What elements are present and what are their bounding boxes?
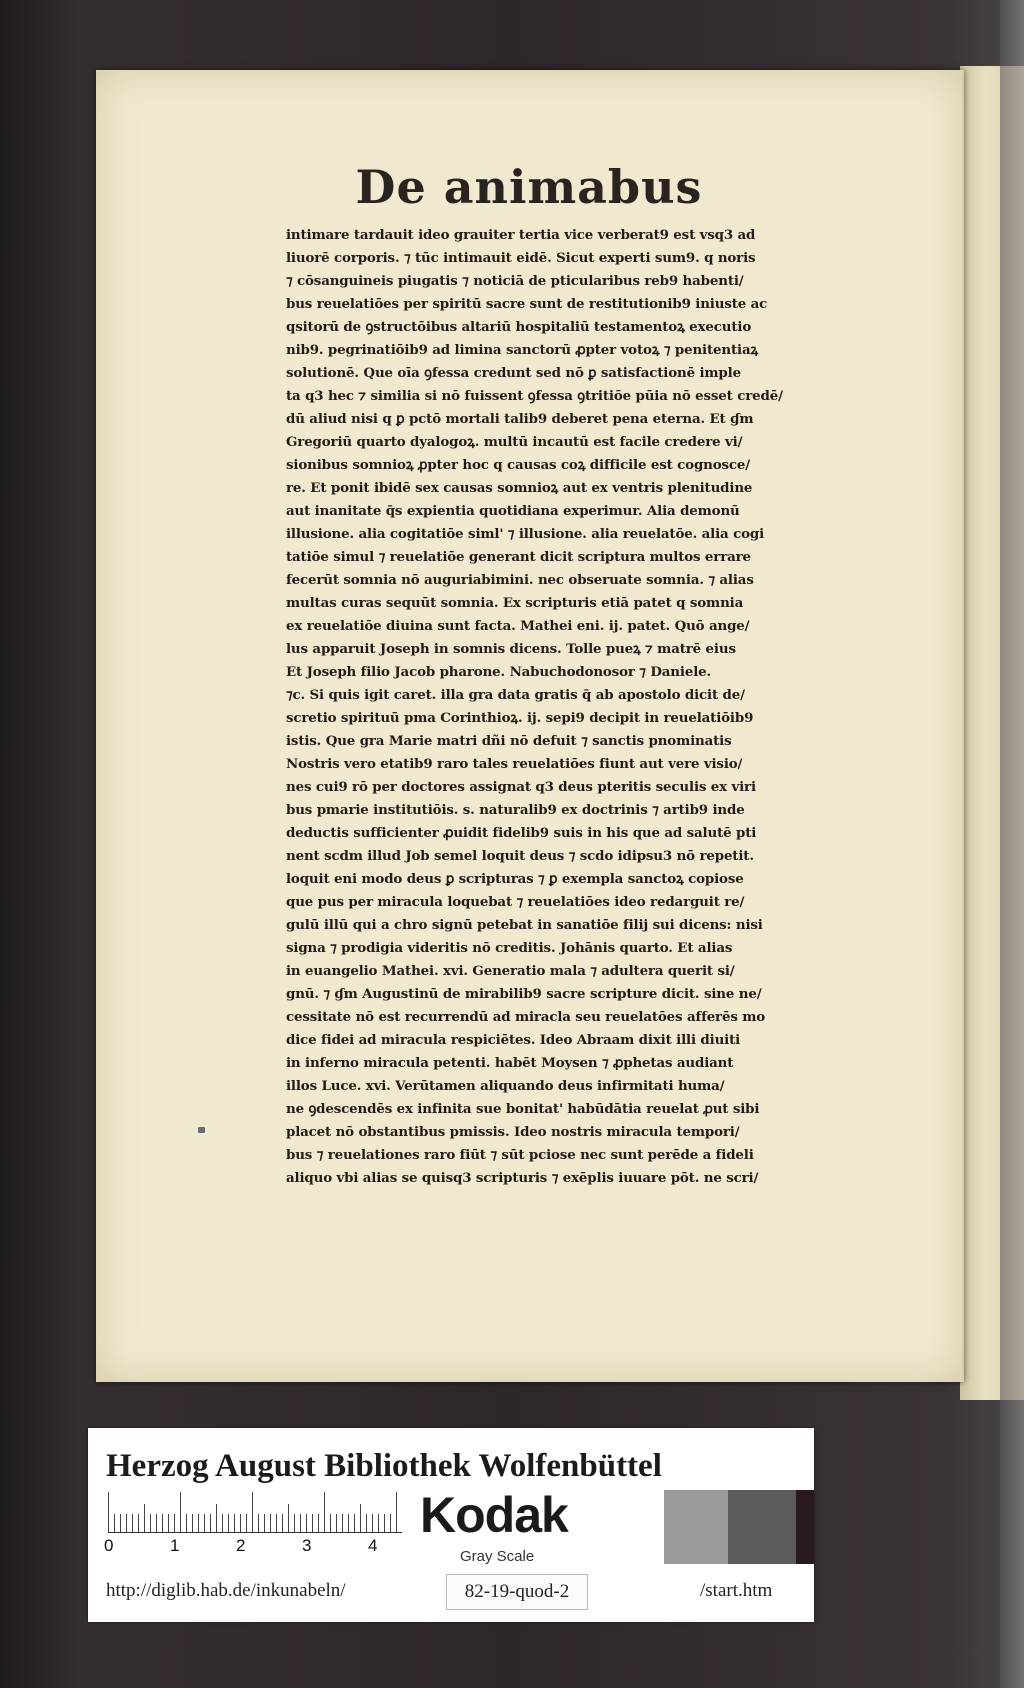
gray-swatch-light [664, 1490, 728, 1564]
text-line: cessitate nō est recurrendū ad miracla seu reuelatōes afferēs mo [286, 1009, 766, 1025]
text-line: nes cui9 rō per doctores assignat q3 deus pteritis seculis ex viri [286, 779, 756, 795]
ruler-tick [192, 1514, 193, 1532]
text-line: istis. Que gra Marie matri dñi nō defuit ⁊ sanctis pnominatis [286, 733, 732, 749]
ruler-tick [378, 1514, 379, 1532]
ruler-tick [150, 1514, 151, 1532]
ruler-tick [252, 1492, 253, 1532]
gray-swatch-dark [728, 1490, 796, 1564]
kodak-logo: Kodak [420, 1487, 568, 1543]
ruler-tick [216, 1504, 217, 1532]
text-line: ⁊c. Si quis igit caret. illa gra data gratis q̄ ab apostolo dicit de/ [286, 687, 745, 703]
gray-swatch-black [796, 1490, 814, 1564]
url-base: http://diglib.hab.de/inkunabeln/ [106, 1580, 346, 1601]
text-line: sionibus somnioꝝ ꝓpter hoc q causas coꝝ difficile est cognosce/ [286, 457, 751, 473]
ruler-tick [240, 1514, 241, 1532]
ruler-tick [168, 1514, 169, 1532]
text-line: liuorē corporis. ⁊ tūc intimauit eidē. Sicut experti sum9. q noris [286, 250, 756, 266]
ruler-numbers [104, 1536, 408, 1556]
color-target-card [88, 1428, 814, 1622]
ruler-tick [354, 1514, 355, 1532]
ruler-tick [132, 1514, 133, 1532]
ruler-number: 3 [302, 1536, 312, 1555]
text-line: intimare tardauit ideo grauiter tertia vice verberat9 est vsq3 ad [286, 227, 756, 243]
ruler-tick [234, 1514, 235, 1532]
ruler-tick [318, 1514, 319, 1532]
text-line: bus reuelatiōes per spiritū sacre sunt de restitutionib9 iniuste ac [286, 296, 768, 312]
ruler-tick [330, 1514, 331, 1532]
text-line: loquit eni modo deus ꝑ scripturas ⁊ ꝑ exempla sanctoꝝ copiose [286, 871, 744, 887]
ruler-tick [366, 1514, 367, 1532]
text-line: gnū. ⁊ ɠm Augustinū de mirabilib9 sacre scripture dicit. sine ne/ [286, 986, 762, 1002]
running-head: De animabus [355, 160, 703, 214]
text-line: Et Joseph filio Jacob pharone. Nabuchodonosor ⁊ Daniele. [286, 664, 712, 680]
library-name: Herzog August Bibliothek Wolfenbüttel [106, 1448, 662, 1484]
ruler-tick [348, 1514, 349, 1532]
ruler-tick [246, 1514, 247, 1532]
text-line: deductis sufficienter ꝓuidit fidelib9 suis in his que ad salutē pti [286, 825, 757, 841]
text-line: ne ꝯdescendēs ex infinita sue bonitat' habūdātia reuelat ꝓut sibi [286, 1101, 760, 1117]
text-line: illusione. alia cogitatiōe siml' ⁊ illusione. alia reuelatōe. alia cogi [286, 526, 765, 542]
ruler-tick [360, 1504, 361, 1532]
text-line: gulū illū qui a chro signū petebat in sanatiōe filij sui dicens: nisi [286, 917, 763, 933]
book-edge [1000, 0, 1024, 1688]
ruler-tick [198, 1514, 199, 1532]
url-suffix: /start.htm [700, 1580, 773, 1601]
ruler-number: 1 [170, 1536, 180, 1555]
text-line: nent scdm illud Job semel loquit deus ⁊ scdo idipsu3 nō repetit. [286, 848, 754, 864]
text-line: illos Luce. xvi. Verūtamen aliquando deus infirmitati huma/ [286, 1078, 725, 1094]
ruler-tick [186, 1514, 187, 1532]
ruler-tick [258, 1514, 259, 1532]
ruler-tick [174, 1514, 175, 1532]
ruler-number: 4 [368, 1536, 378, 1555]
ruler-tick [120, 1514, 121, 1532]
ruler-tick [114, 1514, 115, 1532]
ruler-tick [108, 1492, 109, 1532]
gray-scale-label: Gray Scale [460, 1548, 535, 1565]
ruler-tick [282, 1514, 283, 1532]
text-line: nib9. pegrinatiōib9 ad limina sanctorū ꝓpter votoꝝ ⁊ penitentiaꝝ [286, 342, 759, 358]
ruler-tick [336, 1514, 337, 1532]
ruler-tick [384, 1514, 385, 1532]
text-line: scretio spirituū pma Corinthioꝝ. ij. sepi9 decipit in reuelatiōib9 [286, 710, 754, 726]
text-line: Gregoriū quarto dyalogoꝝ. multū incautū est facile credere vi/ [286, 434, 743, 450]
ruler-tick [294, 1514, 295, 1532]
text-line: ex reuelatiōe diuina sunt facta. Mathei eni. ij. patet. Quō ange/ [286, 618, 750, 634]
ruler-tick [324, 1492, 325, 1532]
text-block [286, 224, 931, 1190]
text-line: dū aliud nisi q ꝑ pctō mortali talib9 deberet pena eterna. Et ɠm [286, 411, 754, 427]
ruler-tick [156, 1514, 157, 1532]
ruler-tick [204, 1514, 205, 1532]
text-line: bus pmarie institutiōis. s. naturalib9 ex doctrinis ⁊ artib9 inde [286, 802, 745, 818]
text-line: dice fidei ad miracula respiciētes. Ideo Abraam dixit illi diuiti [286, 1032, 741, 1048]
text-line: multas curas sequūt somnia. Ex scripturis etiā patet q somnia [286, 595, 744, 611]
ruler-tick [276, 1514, 277, 1532]
marginal-mark [198, 1127, 205, 1133]
ruler-tick [138, 1514, 139, 1532]
text-line: re. Et ponit ibidē sex causas somnioꝝ aut ex ventris plenitudine [286, 480, 753, 496]
ruler-tick [372, 1514, 373, 1532]
text-line: signa ⁊ prodigia videritis nō creditis. Johānis quarto. Et alias [286, 940, 733, 956]
text-line: que pus per miracula loquebat ⁊ reuelatiōes ideo redarguit re/ [286, 894, 745, 910]
text-line: in inferno miracula petenti. habēt Moysen ⁊ ꝓphetas audiant [286, 1055, 734, 1071]
text-line: bus ⁊ reuelationes raro fiūt ⁊ sūt pciose nec sunt perēde a fideli [286, 1147, 754, 1163]
text-line: placet nō obstantibus pmissis. Ideo nostris miracula tempori/ [286, 1124, 740, 1140]
ruler-tick [288, 1504, 289, 1532]
ruler-tick [162, 1514, 163, 1532]
url-id-box: 82-19-quod-2 [446, 1574, 588, 1610]
ruler-tick [270, 1514, 271, 1532]
manuscript-page [96, 70, 964, 1382]
text-line: qsitorū de ꝯstructōibus altariū hospitaliū testamentoꝝ executio [286, 319, 752, 335]
text-line: aliquo vbi alias se quisq3 scripturis ⁊ exēplis iuuare pōt. ne scri/ [286, 1170, 759, 1186]
text-line: fecerūt somnia nō auguriabimini. nec obseruate somnia. ⁊ alias [286, 572, 754, 588]
ruler-number: 0 [104, 1536, 114, 1555]
text-line: Nostris vero etatib9 raro tales reuelatiōes fiunt aut vere visio/ [286, 756, 743, 772]
ruler-tick [396, 1492, 397, 1532]
text-line: ⁊ cōsanguineis piugatis ⁊ noticiā de pticularibus reb9 habenti/ [286, 273, 744, 289]
ruler-scale [108, 1492, 402, 1533]
ruler-tick [342, 1514, 343, 1532]
ruler-tick [222, 1514, 223, 1532]
ruler-number: 2 [236, 1536, 246, 1555]
ruler-tick [180, 1492, 181, 1532]
ruler-tick [390, 1514, 391, 1532]
ruler-tick [126, 1514, 127, 1532]
ruler-tick [312, 1514, 313, 1532]
ruler-tick [144, 1504, 145, 1532]
text-line: lus apparuit Joseph in somnis dicens. Tolle pueꝝ ⁊ matrē eius [286, 641, 736, 657]
text-line: solutionē. Que oīa ꝯfessa credunt sed nō ꝑ satisfactionē imple [286, 365, 741, 381]
ruler-tick [210, 1514, 211, 1532]
text-line: aut inanitate q̄s expientia quotidiana experimur. Alia demonū [286, 503, 740, 519]
text-line: ta q3 hec ⁊ similia si nō fuissent ꝯfessa ꝯtritiōe pūia nō esset credē/ [286, 388, 783, 404]
text-line: in euangelio Mathei. xvi. Generatio mala ⁊ adultera querit si/ [286, 963, 735, 979]
ruler-tick [228, 1514, 229, 1532]
text-line: tatiōe simul ⁊ reuelatiōe generant dicit scriptura multos errare [286, 549, 751, 565]
ruler-tick [300, 1514, 301, 1532]
ruler-tick [264, 1514, 265, 1532]
ruler-tick [306, 1514, 307, 1532]
